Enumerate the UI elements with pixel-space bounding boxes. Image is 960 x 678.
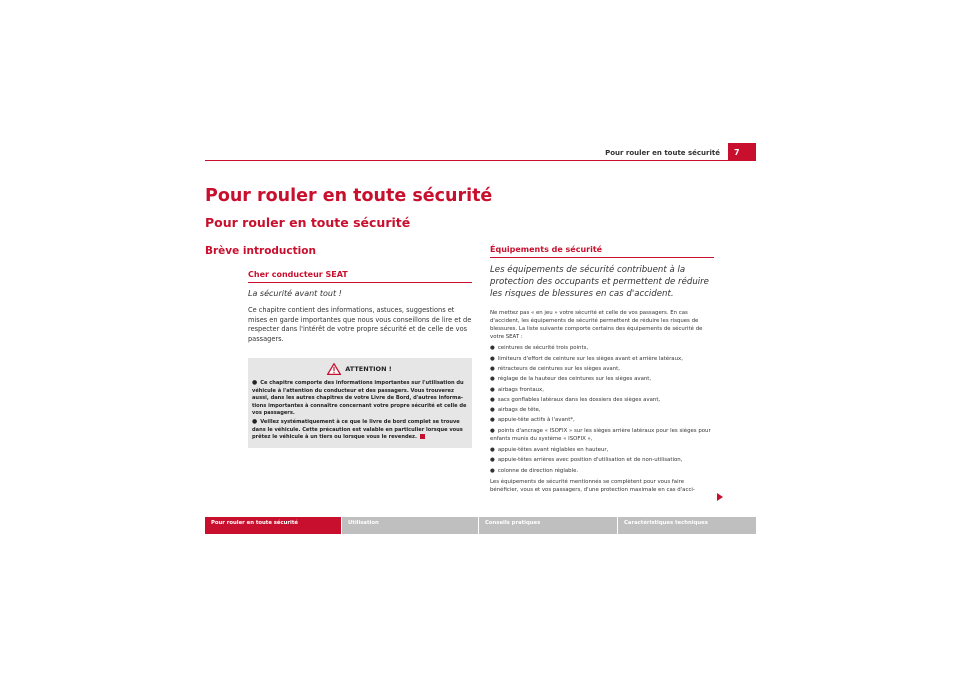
list-item-text: appuie-têtes avant réglables en hauteur, xyxy=(497,446,609,453)
list-item xyxy=(490,364,714,374)
bullet: ● xyxy=(490,396,495,403)
footer-tab-operation[interactable]: Utilisation xyxy=(342,517,478,534)
bullet: ● xyxy=(252,379,258,386)
warning-triangle-icon xyxy=(327,363,341,375)
list-item-text: appuie-tête actifs à l'avant*, xyxy=(497,417,575,424)
list-item xyxy=(490,445,714,455)
list-item xyxy=(490,374,714,384)
bullet: ● xyxy=(490,386,495,393)
list-item xyxy=(490,415,714,425)
bullet: ● xyxy=(490,417,495,424)
bullet: ● xyxy=(490,446,495,453)
list-item-text: appuie-têtes arrières avec position d'utilisation et de non-utilisation, xyxy=(497,457,683,464)
list-item xyxy=(490,343,714,353)
list-item-text: airbags frontaux, xyxy=(497,386,544,393)
warning-item xyxy=(252,418,467,442)
list-item xyxy=(490,395,714,405)
right-lead: Les équipements de sécurité contribuent à la protection des occupants et permettent de réduire les risques de blessures en cas d'accident. xyxy=(490,265,709,299)
list-item-text: limiteurs d'effort de ceinture sur les sièges avant et arrière latéraux, xyxy=(497,355,683,362)
header-rule xyxy=(205,160,756,161)
bullet: ● xyxy=(252,417,258,425)
page-number: 7 xyxy=(728,143,756,161)
list-item xyxy=(490,354,714,364)
left-column xyxy=(248,270,472,448)
list-item-text: ceintures de sécurité trois points, xyxy=(497,345,589,352)
bullet: ● xyxy=(490,467,495,474)
footer-tab-tips[interactable]: Conseils pratiques xyxy=(479,517,617,534)
warning-item-text: Veillez systématiquement à ce que le livre de bord complet se trouve dans le véhicule. Cette précaution est valable en particulier lorsque vous prêtez le véhicule à un tiers ou lorsque vous le revendez. xyxy=(252,418,463,441)
bullet: ● xyxy=(490,457,495,464)
left-body: Ce chapitre contient des informations, astuces, suggestions et mises en garde importantes que nous vous conseillons de lire et de respecter dans l'intérêt de votre propre sécurité et de celle de vos passagers. xyxy=(248,306,472,343)
right-column xyxy=(490,245,714,494)
subsection-title: Brève introduction xyxy=(205,245,316,257)
list-item-text: colonne de direction réglable. xyxy=(497,467,579,474)
list-item-text: sacs gonflables latéraux dans les dossiers des sièges avant, xyxy=(497,396,661,403)
footer-tab-specs[interactable]: Caractéristiques techniques xyxy=(618,517,756,534)
continue-arrow-icon[interactable] xyxy=(717,493,723,501)
right-intro: Ne mettez pas « en jeu » votre sécurité et celle de vos passagers. En cas d'accident, les équipements de sécurité permettent de réduire les risques de blessures. La liste suivante comporte certains des équipements de sécurité de votre SEAT : xyxy=(490,310,703,341)
left-section-heading: Cher conducteur SEAT xyxy=(248,270,472,283)
list-item xyxy=(490,466,714,476)
warning-box xyxy=(248,358,472,448)
chapter-title: Pour rouler en toute sécurité xyxy=(205,186,493,206)
list-item xyxy=(490,427,714,443)
warning-item xyxy=(252,379,467,418)
list-item-text: réglage de la hauteur des ceintures sur les sièges avant, xyxy=(497,376,652,383)
warning-item-text: Ce chapitre comporte des informations importantes sur l'utilisation du véhicule à l'attention du conducteur et des passagers. Vous trouverez aussi, dans les autres chapitres de votre Livre de Bord, d'autres informa-tions importantes à connaître concernant votre propre sécurité et celle de vos passagers. xyxy=(252,380,467,417)
list-item xyxy=(490,455,714,465)
bullet: ● xyxy=(490,427,495,434)
warning-title: ATTENTION ! xyxy=(345,365,392,373)
warning-list xyxy=(252,379,467,442)
list-item-text: points d'ancrage « ISOFIX » sur les sièges arrière latéraux pour les sièges pour enfants munis du système « ISOFIX », xyxy=(490,427,711,442)
list-item-text: airbags de tête, xyxy=(497,407,541,414)
right-section-heading: Équipements de sécurité xyxy=(490,245,714,258)
running-header-title: Pour rouler en toute sécurité xyxy=(605,149,720,157)
left-lead: La sécurité avant tout ! xyxy=(248,289,342,298)
section-title: Pour rouler en toute sécurité xyxy=(205,215,411,230)
list-item xyxy=(490,385,714,395)
bullet: ● xyxy=(490,407,495,414)
list-item xyxy=(490,405,714,415)
equipment-list xyxy=(490,343,714,475)
bullet: ● xyxy=(490,365,495,372)
list-item-text: rétracteurs de ceintures sur les sièges avant, xyxy=(497,365,620,372)
section-end-icon xyxy=(420,434,425,439)
footer-tab-safety[interactable]: Pour rouler en toute sécurité xyxy=(205,517,341,534)
bullet: ● xyxy=(490,355,495,362)
warning-header xyxy=(252,363,467,375)
right-outro: Les équipements de sécurité mentionnés se complètent pour vous faire bénéficier, vous et vos passagers, d'une protection maximale en cas d'acci- xyxy=(490,478,695,493)
bullet: ● xyxy=(490,345,495,352)
bullet: ● xyxy=(490,376,495,383)
